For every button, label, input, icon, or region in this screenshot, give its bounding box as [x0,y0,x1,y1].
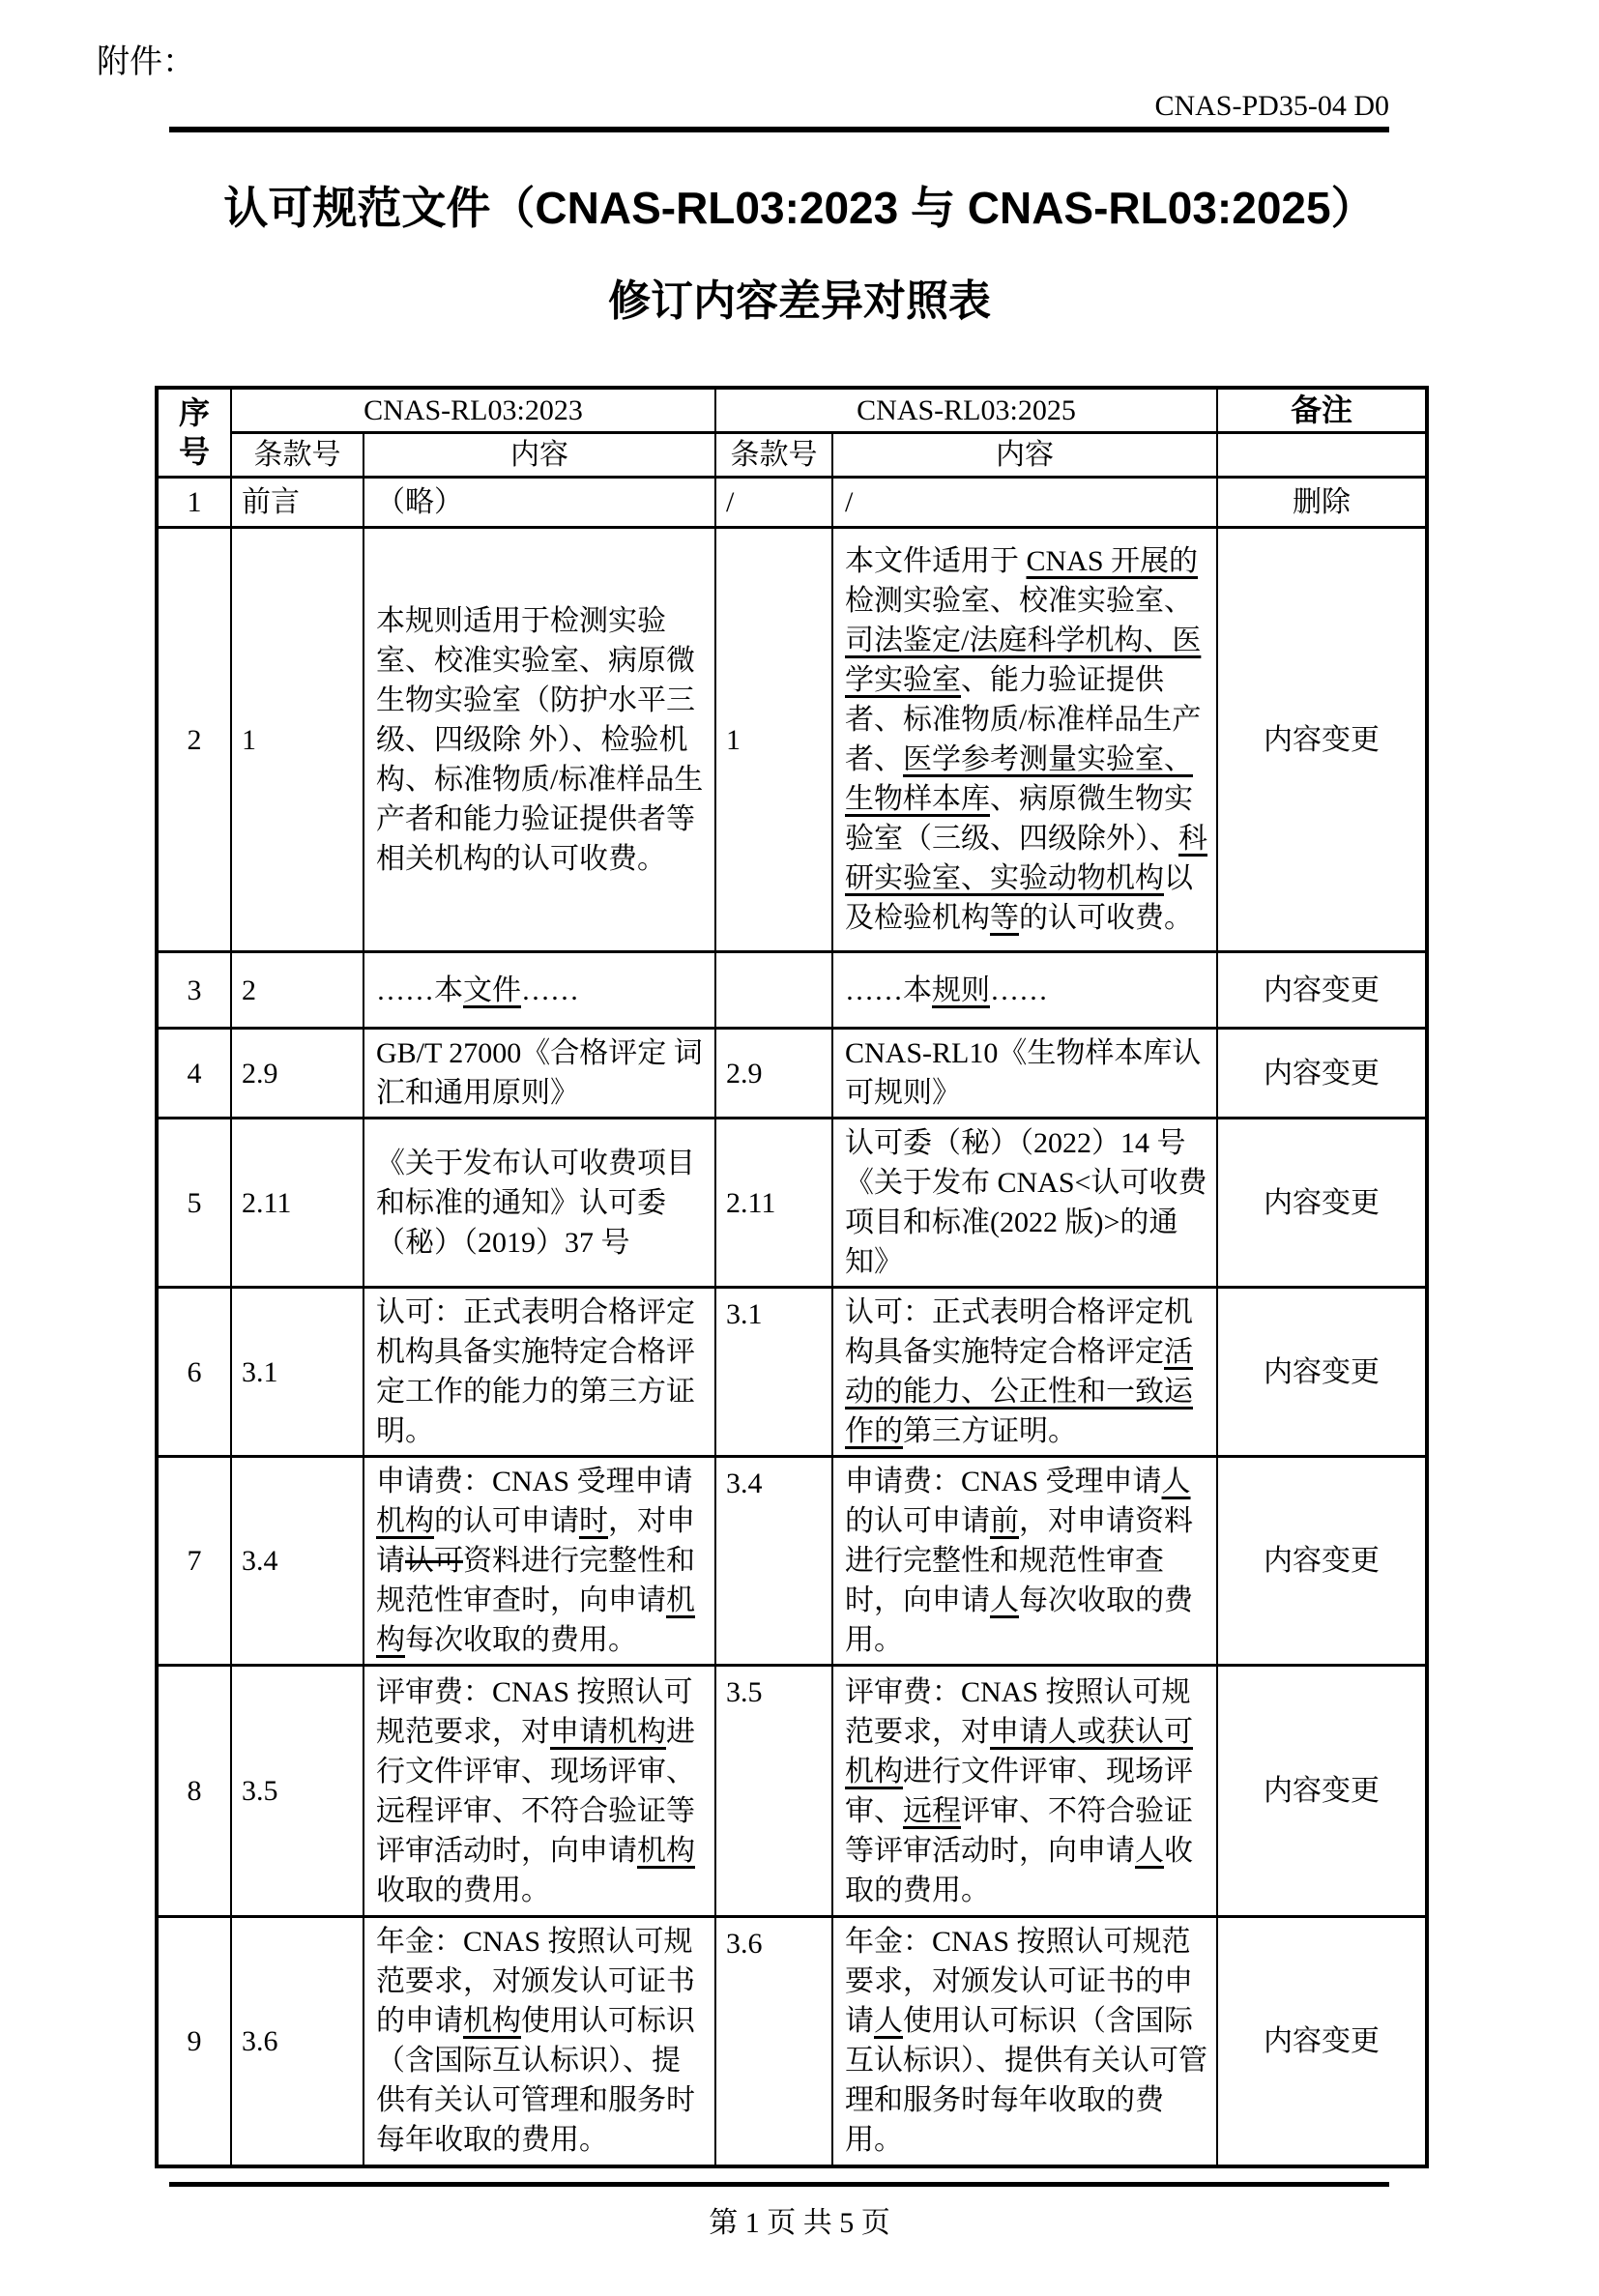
text-segment: 以及检验机构 [845,862,1193,934]
cell-clause-2023: 2.9 [231,1029,363,1119]
text-segment: 的认可申请 [845,1505,990,1537]
cell-remark: 内容变更 [1217,1457,1427,1666]
underlined-text: 人 [990,1584,1019,1616]
text-segment: / [845,486,854,518]
underlined-text: 科研实验室、实验动物机构 [845,823,1207,894]
text-segment: 收取的费用。 [376,1874,550,1906]
cell-content-2023 [363,1288,715,1457]
header-seq: 序号 [157,388,231,478]
header-rule [169,127,1389,132]
text-segment: 评审、不符合验证等评审活动时，向申请 [845,1794,1193,1867]
cell-clause-2023: 1 [231,528,363,952]
cell-content-2025 [832,1666,1217,1917]
text-segment: 年金：CNAS 按照认可规范要求，对颁发认可证书的申请 [376,1926,695,2038]
underlined-text: 机构 [376,1584,695,1656]
text-segment: 评审费：CNAS 按照认可规范要求，对 [845,1675,1191,1748]
cell-clause-2023: 3.6 [231,1917,363,2166]
underlined-text: 时 [579,1505,608,1537]
table-head [157,388,1427,478]
underlined-text: 人 [874,2005,903,2038]
underlined-text: 人 [1135,1834,1164,1867]
cell-clause-2025: 3.6 [715,1917,832,2166]
table-row [157,1288,1427,1457]
cell-content-2025 [832,1119,1217,1288]
table-row [157,1029,1427,1119]
underlined-text: 司法鉴定/法庭科学机构、医学实验室 [845,625,1202,696]
text-segment: CNAS-RL10《生物样本库认可规则》 [845,1037,1202,1109]
doc-code: CNAS-PD35-04 D0 [1154,90,1389,122]
text-segment: 的认可申请 [434,1505,579,1537]
header-cnas-2025: CNAS-RL03:2025 [715,388,1217,433]
table-header-row-1 [157,388,1427,433]
footer-rule [169,2182,1389,2187]
cell-clause-2023: 3.4 [231,1457,363,1666]
cell-remark: 内容变更 [1217,1119,1427,1288]
text-segment: …… [521,974,579,1006]
cell-seq: 7 [157,1457,231,1666]
cell-content-2025 [832,1917,1217,2166]
table-row [157,1917,1427,2166]
underlined-text: 机构 [376,1505,434,1537]
header-remark-sub [1217,433,1427,478]
text-segment: ……本 [845,974,932,1006]
table-row [157,528,1427,952]
cell-remark: 内容变更 [1217,1029,1427,1119]
page-subtitle: 修订内容差异对照表 [608,277,991,325]
cell-content-2025 [832,952,1217,1029]
cell-content-2023 [363,478,715,528]
text-segment: 的认可收费。 [1019,902,1193,934]
cell-seq: 6 [157,1288,231,1457]
text-segment: …… [990,974,1048,1006]
text-segment: 年金：CNAS 按照认可规范要求，对颁发认可证书的申请 [845,1926,1193,2038]
text-segment: 申请费：CNAS 受理申请 [845,1466,1162,1497]
cell-content-2023 [363,1457,715,1666]
cell-content-2023 [363,1119,715,1288]
text-segment: 每次收取的费用。 [405,1624,637,1656]
cell-clause-2023: 2 [231,952,363,1029]
cell-remark: 内容变更 [1217,1917,1427,2166]
cell-remark: 内容变更 [1217,952,1427,1029]
text-segment: 认可：正式表明合格评定机构具备实施特定合格评定 [845,1296,1193,1368]
underlined-text: 规则 [932,974,990,1006]
text-segment: 、能力验证提供者、标准物质/标准样品生产者、 [845,664,1202,775]
cell-content-2023 [363,952,715,1029]
table-row [157,1119,1427,1288]
cell-remark: 内容变更 [1217,1666,1427,1917]
text-segment: 使用认可标识（含国际互认标识）、提供有关认可管理和服务时每年收取的费用。 [845,2005,1207,2157]
text-segment: 申请费：CNAS 受理申请 [376,1466,693,1497]
cell-clause-2023: 3.1 [231,1288,363,1457]
underlined-text: 医学参考测量实验室、生物样本库 [845,743,1193,815]
cell-seq: 3 [157,952,231,1029]
text-segment: 每次收取的费用。 [845,1584,1193,1656]
text-segment: GB/T 27000《合格评定 词汇和通用原则》 [376,1037,703,1109]
attachment-label: 附件： [97,44,195,80]
underlined-text: 人 [1161,1466,1191,1497]
underlined-text: 活动的能力、公正性和一致运作的 [845,1336,1193,1447]
text-segment: 认可委（秘）（2022）14 号《关于发布 CNAS<认可收费项目和标准(2022 版)>的通知》 [845,1127,1207,1278]
cell-remark: 内容变更 [1217,528,1427,952]
table-row [157,478,1427,528]
text-segment: 资料进行完整性和规范性审查时，向申请 [376,1545,695,1616]
table-row [157,952,1427,1029]
text-segment: 第三方证明。 [903,1415,1077,1447]
cell-seq: 5 [157,1119,231,1288]
underlined-text: 远程 [903,1794,961,1827]
table-row [157,1457,1427,1666]
cell-clause-2025: 2.9 [715,1029,832,1119]
text-segment: 进行文件评审、现场评审、 [845,1755,1193,1827]
underlined-text: 申请人或获认可机构 [845,1715,1193,1787]
underlined-text: 机构 [637,1834,695,1867]
text-segment: 、病原微生物实验室（三级、四级除外）、 [845,783,1193,855]
cell-remark: 删除 [1217,478,1427,528]
underlined-text: 机构 [463,2005,521,2038]
cell-content-2023 [363,528,715,952]
cell-seq: 2 [157,528,231,952]
cell-content-2023 [363,1666,715,1917]
cell-clause-2025: 3.5 [715,1666,832,1917]
cell-seq: 4 [157,1029,231,1119]
header-content-2025: 内容 [832,433,1217,478]
text-segment: 本文件适用于 [845,545,1027,577]
cell-clause-2025: 3.1 [715,1288,832,1457]
cell-content-2025 [832,478,1217,528]
cell-clause-2023: 3.5 [231,1666,363,1917]
text-segment: （略） [376,486,463,518]
cell-clause-2023: 2.11 [231,1119,363,1288]
cell-clause-2023: 前言 [231,478,363,528]
underlined-text: 申请机构 [550,1715,666,1748]
cell-content-2023 [363,1029,715,1119]
cell-remark: 内容变更 [1217,1288,1427,1457]
table-row [157,1666,1427,1917]
cell-content-2025 [832,1288,1217,1457]
text-segment: 检测实验室、校准实验室、 [845,585,1193,617]
underlined-text: CNAS 开展的 [1026,545,1199,577]
document-page [0,35,1599,2241]
table-body [157,478,1427,2166]
table-header-row-2 [157,433,1427,478]
cell-seq: 9 [157,1917,231,2166]
text-segment: 收取的费用。 [845,1834,1193,1906]
cell-clause-2025: / [715,478,832,528]
header-clause-2025: 条款号 [715,433,832,478]
cell-seq: 8 [157,1666,231,1917]
cell-content-2025 [832,1029,1217,1119]
text-segment: ……本 [376,974,463,1006]
underlined-text: 等 [990,902,1019,934]
text-segment: 进行文件评审、现场评审、远程评审、不符合验证等评审活动时，向申请 [376,1715,695,1867]
cell-content-2025 [832,528,1217,952]
page-footer: 第 1 页 共 5 页 [709,2206,890,2239]
cell-clause-2025: 1 [715,528,832,952]
cell-clause-2025: 2.11 [715,1119,832,1288]
text-segment: 评审费：CNAS 按照认可规范要求，对 [376,1675,693,1748]
text-segment: ，对申请 [376,1505,695,1577]
text-segment: 本规则适用于检测实验室、校准实验室、病原微生物实验室（防护水平三级、四级除 外）、检验机构、标准物质/标准样品生产者和能力验证提供者等相关机构的认可收费。 [376,604,704,875]
text-segment: 《关于发布认可收费项目和标准的通知》认可委（秘）（2019）37 号 [376,1147,695,1259]
header-content-2023: 内容 [363,433,715,478]
header-clause-2023: 条款号 [231,433,363,478]
text-segment: 使用认可标识（含国际互认标识）、提供有关认可管理和服务时每年收取的费用。 [376,2005,695,2157]
cell-content-2023 [363,1917,715,2166]
cell-content-2025 [832,1457,1217,1666]
underlined-text: 文件 [463,974,521,1006]
header-cnas-2023: CNAS-RL03:2023 [231,388,715,433]
diff-table [155,386,1429,2168]
cell-clause-2025 [715,952,832,1029]
text-segment: ，对申请资料进行完整性和规范性审查时，向申请 [845,1505,1193,1616]
underlined-text: 前 [990,1505,1019,1537]
text-segment: 认可：正式表明合格评定机构具备实施特定合格评定工作的能力的第三方证明。 [376,1296,695,1447]
header-remark: 备注 [1217,388,1427,433]
cell-seq: 1 [157,478,231,528]
cell-clause-2025: 3.4 [715,1457,832,1666]
struck-text: 认可 [405,1545,463,1577]
page-title: 认可规范文件（CNAS-RL03:2023 与 CNAS-RL03:2025） [223,183,1376,233]
